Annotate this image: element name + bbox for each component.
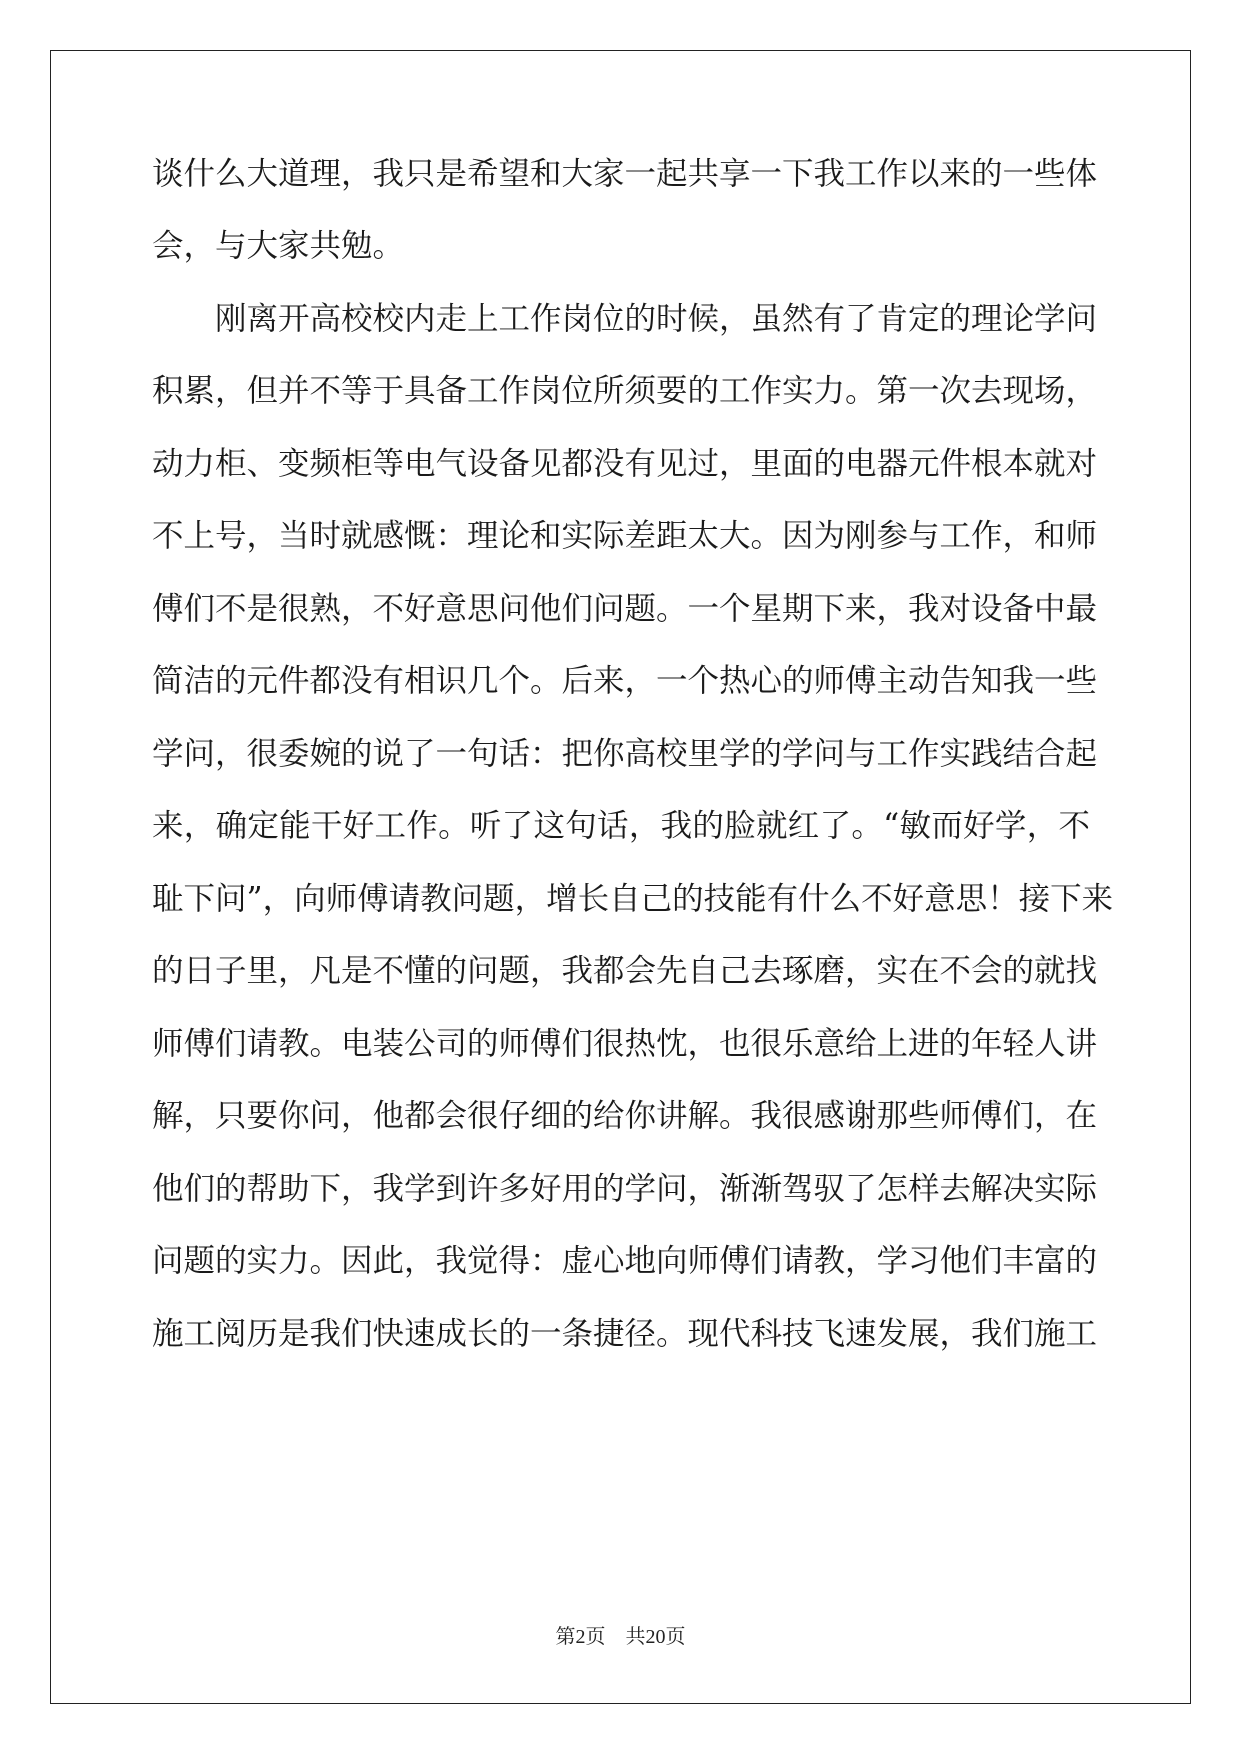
- body-line-1: 谈什么大道理，我只是希望和大家一起共享一下我工作以来的一些体: [152, 156, 1098, 192]
- body-line-9: 学问，很委婉的说了一句话：把你高校里学的学问与工作实践结合起: [152, 736, 1098, 772]
- body-line-4: 积累，但并不等于具备工作岗位所须要的工作实力。第一次去现场，: [152, 373, 1098, 409]
- body-line-5: 动力柜、变频柜等电气设备见都没有见过，里面的电器元件根本就对: [152, 446, 1098, 482]
- body-line-16: 问题的实力。因此，我觉得：虚心地向师傅们请教，学习他们丰富的: [152, 1243, 1098, 1279]
- body-line-17: 施工阅历是我们快速成长的一条捷径。现代科技飞速发展，我们施工: [152, 1316, 1098, 1352]
- page-number-footer: 第2页 共20页: [555, 1626, 686, 1648]
- body-line-10: 来，确定能干好工作。听了这句话，我的脸就红了。“敏而好学，不: [152, 808, 1090, 844]
- body-line-6: 不上号，当时就感慨：理论和实际差距太大。因为刚参与工作，和师: [152, 518, 1098, 554]
- body-line-12: 的日子里，凡是不懂的问题，我都会先自己去琢磨，实在不会的就找: [152, 953, 1098, 989]
- body-line-8: 简洁的元件都没有相识几个。后来，一个热心的师傅主动告知我一些: [152, 663, 1098, 699]
- body-line-2: 会，与大家共勉。: [152, 228, 405, 264]
- body-line-15: 他们的帮助下，我学到许多好用的学问，渐渐驾驭了怎样去解决实际: [152, 1171, 1098, 1207]
- paragraph-start-line: 刚离开高校校内走上工作岗位的时候，虽然有了肯定的理论学问: [152, 301, 1098, 337]
- body-line-13: 师傅们请教。电装公司的师傅们很热忱，也很乐意给上进的年轻人讲: [152, 1026, 1098, 1062]
- body-line-7: 傅们不是很熟，不好意思问他们问题。一个星期下来，我对设备中最: [152, 591, 1098, 627]
- body-line-14: 解，只要你问，他都会很仔细的给你讲解。我很感谢那些师傅们，在: [152, 1098, 1098, 1134]
- body-line-11: 耻下问”，向师傅请教问题，增长自己的技能有什么不好意思！接下来: [152, 881, 1114, 917]
